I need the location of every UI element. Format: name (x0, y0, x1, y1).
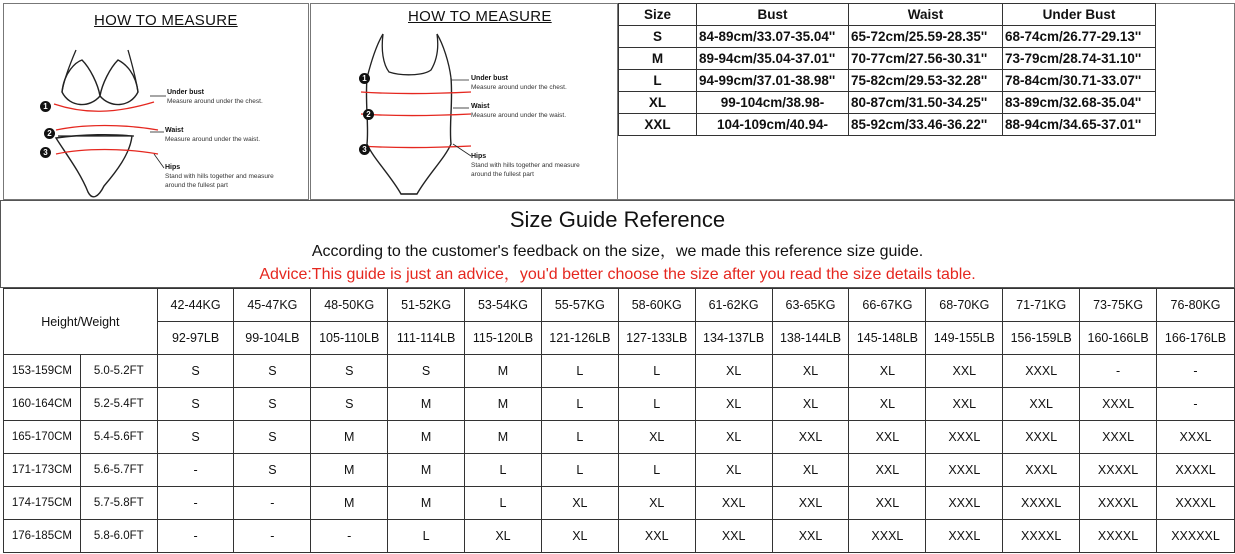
height-weight-label: Height/Weight (4, 289, 158, 355)
size-cell: XXL (849, 454, 926, 487)
size-cell: XXL (849, 421, 926, 454)
swimsuit-illustration (311, 4, 619, 201)
desc-hips-line1: Stand with hills together and measure (471, 162, 580, 169)
size-cell: XXXL (926, 454, 1003, 487)
size-cell: S (234, 454, 311, 487)
size-cell: L (618, 355, 695, 388)
size-cell: XXL (772, 487, 849, 520)
size-cell: XL (772, 454, 849, 487)
header-size: Size (619, 4, 697, 26)
under-bust-cell: 83-89cm/32.68-35.04'' (1003, 92, 1156, 114)
desc-waist: Measure around under the waist. (165, 136, 261, 143)
size-cell: XXXL (926, 520, 1003, 553)
weight-lb-cell: 134-137LB (695, 322, 772, 355)
size-cell: XL (541, 487, 618, 520)
weight-kg-cell: 48-50KG (311, 289, 388, 322)
weight-lb-cell: 111-114LB (388, 322, 465, 355)
size-cell: S (157, 355, 234, 388)
size-cell: L (619, 70, 697, 92)
weight-lb-cell: 115-120LB (465, 322, 542, 355)
table-row (4, 355, 1235, 388)
weight-kg-cell: 68-70KG (926, 289, 1003, 322)
label-under-bust: Under bust (167, 89, 204, 96)
size-cell: XXL (926, 355, 1003, 388)
size-cell: XL (695, 388, 772, 421)
header-bust: Bust (697, 4, 849, 26)
under-bust-cell: 88-94cm/34.65-37.01'' (1003, 114, 1156, 136)
height-ft-cell: 5.8-6.0FT (80, 520, 157, 553)
size-cell: XXXXL (1003, 520, 1080, 553)
size-cell: - (234, 487, 311, 520)
weight-lb-cell: 145-148LB (849, 322, 926, 355)
size-cell: L (541, 421, 618, 454)
weight-kg-cell: 66-67KG (849, 289, 926, 322)
marker-3: 3 (40, 147, 51, 158)
guide-subtitle: According to the customer's feedback on the size，we made this reference size guide. (311, 243, 924, 260)
size-cell: XL (695, 454, 772, 487)
size-cell: XXXL (1157, 421, 1235, 454)
desc-hips-line2: around the fullest part (165, 182, 228, 189)
table-row (4, 421, 1235, 454)
weight-kg-cell: 58-60KG (618, 289, 695, 322)
size-cell: L (618, 454, 695, 487)
size-cell: XXXL (1003, 454, 1080, 487)
size-cell: XL (619, 92, 697, 114)
size-cell: XL (541, 520, 618, 553)
size-cell: M (311, 421, 388, 454)
height-ft-cell: 5.0-5.2FT (80, 355, 157, 388)
weight-lb-row (4, 322, 1235, 355)
size-cell: XL (695, 421, 772, 454)
weight-kg-cell: 51-52KG (388, 289, 465, 322)
marker-2: 2 (44, 128, 55, 139)
size-cell: XXL (1003, 388, 1080, 421)
size-cell: M (465, 421, 542, 454)
size-cell: XXXL (926, 421, 1003, 454)
measure-panel-bikini (3, 3, 309, 200)
bust-cell: 104-109cm/40.94- (697, 114, 849, 136)
header-under-bust: Under Bust (1003, 4, 1156, 26)
size-cell: XXXL (1080, 388, 1157, 421)
guide-advice: Advice:This guide is just an advice，you'd better choose the size after you read the size details table. (259, 266, 976, 283)
height-ft-cell: 5.4-5.6FT (80, 421, 157, 454)
size-cell: S (157, 388, 234, 421)
desc-under-bust: Measure around under the chest. (167, 98, 263, 105)
size-cell: XL (849, 388, 926, 421)
weight-kg-cell: 55-57KG (541, 289, 618, 322)
size-cell: - (311, 520, 388, 553)
size-cell: - (157, 454, 234, 487)
weight-kg-cell: 61-62KG (695, 289, 772, 322)
desc-waist: Measure around under the waist. (471, 112, 567, 119)
size-cell: M (388, 454, 465, 487)
size-cell: - (234, 520, 311, 553)
under-bust-cell: 78-84cm/30.71-33.07'' (1003, 70, 1156, 92)
size-cell: XL (849, 355, 926, 388)
size-cell: XXL (772, 520, 849, 553)
guide-title: Size Guide Reference (509, 207, 726, 232)
size-cell: L (541, 388, 618, 421)
size-cell: L (465, 454, 542, 487)
weight-kg-cell: 71-71KG (1003, 289, 1080, 322)
height-cm-cell: 176-185CM (4, 520, 81, 553)
under-bust-cell: 68-74cm/26.77-29.13'' (1003, 26, 1156, 48)
size-cell: XXL (772, 421, 849, 454)
size-cell: S (234, 355, 311, 388)
weight-kg-cell: 73-75KG (1080, 289, 1157, 322)
size-cell: XXXXL (1003, 487, 1080, 520)
label-hips: Hips (165, 164, 181, 171)
weight-kg-cell: 53-54KG (465, 289, 542, 322)
weight-lb-cell: 105-110LB (311, 322, 388, 355)
size-cell: XXXL (926, 487, 1003, 520)
size-cell: XXXL (1080, 421, 1157, 454)
table-row (4, 388, 1235, 421)
size-cell: XXXXL (1080, 487, 1157, 520)
table-row (4, 454, 1235, 487)
waist-cell: 70-77cm/27.56-30.31'' (849, 48, 1003, 70)
height-cm-cell: 171-173CM (4, 454, 81, 487)
size-row (619, 114, 1156, 136)
size-cell: XXL (926, 388, 1003, 421)
size-cell: L (388, 520, 465, 553)
desc-under-bust: Measure around under the chest. (471, 84, 567, 91)
label-hips: Hips (471, 153, 487, 160)
weight-lb-cell: 121-126LB (541, 322, 618, 355)
marker-1: 1 (359, 73, 370, 84)
size-cell: XL (772, 355, 849, 388)
size-cell: S (388, 355, 465, 388)
size-cell: XXXXL (1080, 454, 1157, 487)
size-chart-table (3, 288, 1235, 553)
height-cm-cell: 174-175CM (4, 487, 81, 520)
waist-cell: 80-87cm/31.50-34.25'' (849, 92, 1003, 114)
size-cell: M (465, 388, 542, 421)
size-cell: - (1157, 388, 1235, 421)
header-waist: Waist (849, 4, 1003, 26)
size-cell: XXXXXL (1157, 520, 1235, 553)
bust-cell: 89-94cm/35.04-37.01'' (697, 48, 849, 70)
size-cell: S (311, 388, 388, 421)
size-cell: S (619, 26, 697, 48)
size-cell: M (465, 355, 542, 388)
waist-cell: 85-92cm/33.46-36.22'' (849, 114, 1003, 136)
size-row (619, 92, 1156, 114)
table-row (4, 487, 1235, 520)
desc-hips-line2: around the fullest part (471, 171, 534, 178)
size-cell: XXXL (1003, 355, 1080, 388)
size-row (619, 26, 1156, 48)
size-cell: XXL (849, 487, 926, 520)
waist-cell: 65-72cm/25.59-28.35'' (849, 26, 1003, 48)
size-cell: XL (618, 487, 695, 520)
size-cell: M (619, 48, 697, 70)
weight-lb-cell: 127-133LB (618, 322, 695, 355)
weight-lb-cell: 149-155LB (926, 322, 1003, 355)
size-cell: XXXXL (1080, 520, 1157, 553)
size-cell: XXXL (849, 520, 926, 553)
size-cell: XXL (695, 487, 772, 520)
size-cell: XXL (619, 114, 697, 136)
size-cell: XXL (695, 520, 772, 553)
size-cell: M (311, 454, 388, 487)
size-cell: S (311, 355, 388, 388)
size-cell: S (234, 388, 311, 421)
size-cell: XXXXL (1157, 454, 1235, 487)
size-cell: S (234, 421, 311, 454)
under-bust-cell: 73-79cm/28.74-31.10'' (1003, 48, 1156, 70)
size-cell: L (465, 487, 542, 520)
size-cell: - (157, 520, 234, 553)
waist-cell: 75-82cm/29.53-32.28'' (849, 70, 1003, 92)
height-ft-cell: 5.7-5.8FT (80, 487, 157, 520)
height-cm-cell: 160-164CM (4, 388, 81, 421)
size-cell: M (388, 388, 465, 421)
panel-title: HOW TO MEASURE (94, 12, 238, 29)
size-cell: XXL (618, 520, 695, 553)
size-row (619, 70, 1156, 92)
weight-lb-cell: 166-176LB (1157, 322, 1235, 355)
size-cell: M (388, 421, 465, 454)
panel-title: HOW TO MEASURE (408, 8, 552, 25)
size-table (618, 3, 1156, 136)
size-cell: - (1157, 355, 1235, 388)
weight-kg-cell: 76-80KG (1157, 289, 1235, 322)
table-row (4, 520, 1235, 553)
size-cell: XL (618, 421, 695, 454)
desc-hips-line1: Stand with hills together and measure (165, 173, 274, 180)
size-table-header (619, 4, 1156, 26)
marker-2: 2 (363, 109, 374, 120)
label-waist: Waist (471, 103, 490, 110)
size-cell: - (157, 487, 234, 520)
label-under-bust: Under bust (471, 75, 508, 82)
weight-kg-cell: 42-44KG (157, 289, 234, 322)
size-cell: XXXL (1003, 421, 1080, 454)
bust-cell: 99-104cm/38.98- (697, 92, 849, 114)
weight-lb-cell: 160-166LB (1080, 322, 1157, 355)
height-cm-cell: 153-159CM (4, 355, 81, 388)
size-cell: M (388, 487, 465, 520)
marker-1: 1 (40, 101, 51, 112)
size-cell: XL (695, 355, 772, 388)
height-ft-cell: 5.2-5.4FT (80, 388, 157, 421)
height-cm-cell: 165-170CM (4, 421, 81, 454)
marker-3: 3 (359, 144, 370, 155)
bust-cell: 94-99cm/37.01-38.98'' (697, 70, 849, 92)
height-ft-cell: 5.6-5.7FT (80, 454, 157, 487)
size-cell: - (1080, 355, 1157, 388)
size-cell: M (311, 487, 388, 520)
size-cell: XL (772, 388, 849, 421)
bust-cell: 84-89cm/33.07-35.04'' (697, 26, 849, 48)
label-waist: Waist (165, 127, 184, 134)
measure-panel-onepiece (310, 3, 618, 200)
weight-lb-cell: 138-144LB (772, 322, 849, 355)
size-row (619, 48, 1156, 70)
weight-kg-cell: 63-65KG (772, 289, 849, 322)
weight-kg-row (4, 289, 1235, 322)
weight-lb-cell: 92-97LB (157, 322, 234, 355)
size-cell: S (157, 421, 234, 454)
size-cell: L (541, 355, 618, 388)
size-cell: XL (465, 520, 542, 553)
size-cell: XXXXL (1157, 487, 1235, 520)
weight-kg-cell: 45-47KG (234, 289, 311, 322)
size-cell: L (618, 388, 695, 421)
weight-lb-cell: 156-159LB (1003, 322, 1080, 355)
size-cell: L (541, 454, 618, 487)
weight-lb-cell: 99-104LB (234, 322, 311, 355)
